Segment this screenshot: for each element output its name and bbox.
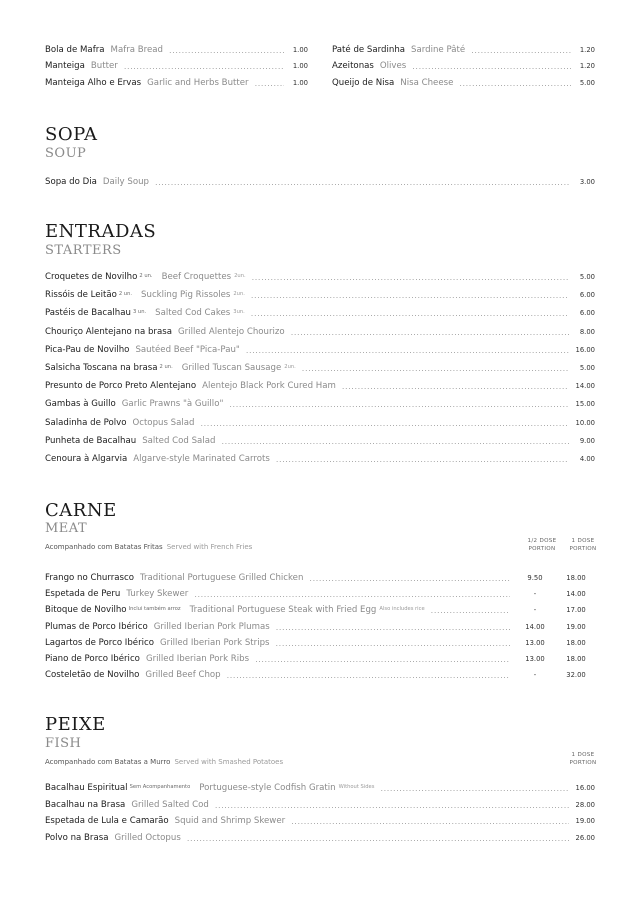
carne-full-portion-header — [563, 537, 603, 553]
menu-item — [45, 454, 595, 465]
item-name-pt: Costeletão de Novilho — [45, 670, 140, 681]
item-name-pt: Azeitonas — [332, 61, 374, 72]
item-name-en: Mafra Bread — [110, 45, 164, 55]
menu-item — [332, 78, 595, 89]
dot-leader — [471, 45, 571, 56]
menu-item — [45, 327, 595, 338]
item-price-full: 18.00 — [566, 655, 586, 663]
item-name-pt: Presunto de Porco Preto Alentejano — [45, 381, 197, 392]
item-name-en: Sautéed Beef "Pica-Pau" — [135, 344, 240, 355]
item-price-half: - — [533, 671, 537, 680]
item-name-pt: Polvo na Brasa — [45, 832, 109, 843]
dot-leader — [187, 833, 569, 844]
menu-item — [45, 308, 595, 319]
carne-full-header-l1: 1 DOSE — [571, 538, 595, 544]
item-name-en: Grilled Octopus — [114, 832, 181, 843]
item-note-en: 3un. — [233, 309, 245, 316]
menu-item — [45, 638, 598, 649]
dot-leader — [412, 61, 571, 72]
item-name-en: Portuguese-style Codfish Gratin — [199, 783, 336, 793]
dot-leader — [291, 327, 569, 338]
carne-half-portion-header — [522, 537, 562, 553]
peixe-header-l2: PORTION — [569, 760, 597, 766]
item-name-pt: Croquetes de Novilho — [45, 272, 138, 282]
peixe-note-en: Served with Smashed Potatoes — [174, 758, 284, 766]
item-name-pt: Bitoque de Novilho — [45, 605, 127, 616]
item-price-half: 13.00 — [525, 655, 545, 663]
item-name-pt: Lagartos de Porco Ibérico — [45, 637, 154, 648]
item-price: 8.00 — [579, 327, 595, 336]
menu-item — [45, 345, 595, 356]
item-name-en: Daily Soup — [102, 177, 149, 187]
menu-item — [45, 589, 598, 600]
item-name-en: Traditional Portuguese Steak with Fried Egg — [189, 605, 377, 616]
section-subtitle-soup: SOUP — [45, 146, 87, 161]
item-name-en: Grilled Iberian Pork Strips — [160, 637, 270, 648]
section-subtitle-fish: FISH — [45, 736, 82, 751]
item-price-half: - — [533, 590, 537, 599]
item-name-en: Octopus Salad — [132, 417, 195, 428]
item-note-en: 2un. — [234, 273, 246, 279]
item-price: 15.00 — [575, 400, 595, 409]
item-name-pt: Plumas de Porco Ibérico — [45, 621, 148, 632]
dot-leader — [276, 638, 510, 649]
item-price: 10.00 — [575, 418, 595, 427]
item-price: 1.00 — [292, 46, 308, 54]
dot-leader — [291, 816, 569, 827]
item-name-pt: Paté de Sardinha — [332, 45, 406, 55]
menu-item — [45, 272, 595, 283]
item-name-en: Sardine Pâté — [411, 45, 466, 55]
item-name-en: Suckling Pig Rissoles — [141, 290, 231, 301]
item-price-full: 18.00 — [566, 574, 586, 582]
item-name-pt: Piano de Porco Ibérico — [45, 654, 140, 664]
item-price: 5.00 — [579, 273, 595, 281]
menu-item — [45, 783, 595, 794]
menu-item — [45, 78, 308, 89]
menu-item — [45, 290, 595, 301]
item-name-pt: Pastéis de Bacalhau — [45, 308, 131, 319]
item-price: 5.00 — [579, 364, 595, 372]
item-name-en: Olives — [379, 61, 407, 72]
carne-note-en: Served with French Fries — [166, 543, 253, 551]
item-name-pt: Cenoura à Algarvia — [45, 454, 128, 464]
item-name-pt: Bola de Mafra — [45, 45, 105, 55]
item-price: 5.00 — [579, 78, 595, 87]
item-price: 28.00 — [575, 800, 595, 809]
item-price: 1.00 — [292, 62, 308, 71]
dot-leader — [342, 381, 569, 392]
dot-leader — [276, 622, 510, 633]
item-name-en: Grilled Iberian Pork Ribs — [145, 654, 250, 664]
dot-leader — [124, 61, 284, 72]
menu-item — [45, 45, 308, 56]
item-name-en: Garlic Prawns "à Guillo" — [121, 399, 224, 410]
item-name-en: Salted Cod Salad — [142, 435, 216, 446]
item-price-half: 9.50 — [527, 574, 543, 582]
menu-item — [45, 670, 598, 681]
item-name-en: Beef Croquettes — [161, 272, 232, 282]
item-name-pt: Rissóis de Leitão — [45, 290, 117, 301]
section-title-carne: CARNE — [45, 500, 117, 521]
dot-leader — [431, 605, 510, 616]
item-note-pt: 3 un. — [132, 309, 147, 316]
item-price-half: 14.00 — [525, 622, 545, 631]
item-note-pt: Sem Acompanhamento — [129, 784, 191, 790]
menu-item — [45, 654, 598, 665]
dot-leader — [194, 589, 510, 600]
item-name-pt: Punheta de Bacalhau — [45, 435, 137, 446]
menu-item — [45, 177, 595, 188]
item-price: 16.00 — [575, 345, 595, 354]
menu-item — [45, 605, 598, 616]
item-price: 6.00 — [579, 309, 595, 318]
item-name-en: Grilled Beef Chop — [145, 670, 221, 681]
dot-leader — [246, 345, 569, 356]
item-name-en: Grilled Iberian Pork Plumas — [153, 621, 270, 632]
dot-leader — [169, 45, 284, 56]
menu-item — [45, 363, 595, 374]
item-name-pt: Espetada de Peru — [45, 589, 121, 600]
section-title-entradas: ENTRADAS — [45, 221, 157, 242]
dot-leader — [215, 800, 569, 811]
item-name-en: Squid and Shrimp Skewer — [174, 816, 286, 826]
dot-leader — [309, 573, 510, 584]
item-price-full: 32.00 — [566, 671, 586, 680]
menu-item — [332, 45, 595, 56]
peixe-side-note — [45, 758, 283, 766]
dot-leader — [155, 177, 569, 188]
item-price: 6.00 — [579, 291, 595, 300]
item-price-full: 19.00 — [566, 622, 586, 631]
dot-leader — [227, 670, 510, 681]
item-name-pt: Pica-Pau de Novilho — [45, 344, 130, 355]
dot-leader — [302, 363, 569, 374]
section-subtitle-meat: MEAT — [45, 521, 88, 536]
dot-leader — [201, 418, 569, 429]
dot-leader — [380, 783, 569, 794]
item-price-half: - — [533, 606, 537, 615]
menu-item — [45, 573, 598, 584]
section-subtitle-starters: STARTERS — [45, 243, 122, 258]
dot-leader — [255, 654, 510, 665]
item-name-en: Algarve-style Marinated Carrots — [133, 454, 270, 464]
menu-item — [45, 61, 308, 72]
item-note-pt: 2 un. — [139, 273, 153, 279]
carne-half-header-l2: PORTION — [528, 546, 556, 552]
menu-item — [45, 418, 595, 429]
item-price-full: 18.00 — [566, 638, 586, 647]
item-name-pt: Sopa do Dia — [45, 177, 97, 187]
dot-leader — [251, 290, 569, 301]
dot-leader — [252, 272, 569, 283]
menu-item — [332, 61, 595, 72]
dot-leader — [255, 78, 284, 89]
menu-item — [45, 816, 595, 827]
item-price: 14.00 — [575, 382, 595, 391]
dot-leader — [251, 308, 569, 319]
item-name-pt: Manteiga — [45, 61, 85, 72]
item-name-en: Grilled Salted Cod — [131, 799, 209, 810]
item-name-en: Grilled Tuscan Sausage — [181, 363, 282, 373]
item-name-pt: Frango no Churrasco — [45, 573, 134, 583]
item-price: 4.00 — [579, 455, 595, 463]
item-name-en: Grilled Alentejo Chourizo — [177, 326, 285, 337]
item-price-full: 17.00 — [566, 606, 586, 615]
item-price: 1.20 — [579, 62, 595, 71]
item-note-pt: 2 un. — [159, 364, 173, 370]
dot-leader — [459, 78, 571, 89]
peixe-header-l1: 1 DOSE — [571, 752, 595, 758]
item-price: 1.00 — [292, 78, 308, 87]
item-price: 1.20 — [579, 46, 595, 54]
section-title-sopa: SOPA — [45, 124, 98, 145]
item-note-pt: Inclui também arroz — [128, 606, 181, 613]
item-name-pt: Manteiga Alho e Ervas — [45, 77, 142, 88]
item-name-en: Traditional Portuguese Grilled Chicken — [139, 573, 304, 583]
item-name-pt: Salsicha Toscana na brasa — [45, 363, 158, 373]
item-name-en: Nisa Cheese — [400, 77, 454, 88]
item-name-en: Turkey Skewer — [126, 589, 189, 600]
item-note-en: 2un. — [284, 364, 296, 370]
item-name-pt: Bacalhau Espiritual — [45, 783, 128, 793]
dot-leader — [221, 436, 569, 447]
item-note-en: 2un. — [233, 291, 245, 298]
menu-item — [45, 436, 595, 447]
item-price-full: 14.00 — [566, 590, 586, 599]
item-name-en: Salted Cod Cakes — [155, 308, 231, 319]
item-name-en: Butter — [90, 61, 118, 72]
item-name-pt: Gambas à Guillo — [45, 399, 116, 410]
item-note-pt: 2 un. — [118, 291, 133, 298]
carne-note-pt: Acompanhado com Batatas Fritas — [45, 543, 163, 551]
peixe-portion-header — [563, 751, 603, 767]
peixe-note-pt: Acompanhado com Batatas a Murro — [45, 758, 171, 766]
item-name-pt: Queijo de Nisa — [332, 77, 395, 88]
menu-item — [45, 833, 595, 844]
carne-half-header-l1: 1/2 DOSE — [527, 538, 557, 544]
item-note-en: Also includes rice — [379, 606, 425, 613]
item-name-pt: Chouriço Alentejano na brasa — [45, 326, 172, 337]
item-price: 19.00 — [575, 817, 595, 825]
item-price: 16.00 — [575, 784, 595, 792]
item-name-en: Garlic and Herbs Butter — [147, 77, 249, 88]
carne-side-note — [45, 543, 252, 551]
item-price: 3.00 — [579, 178, 595, 186]
item-name-pt: Espetada de Lula e Camarão — [45, 816, 169, 826]
item-price-half: 13.00 — [525, 638, 545, 647]
menu-item — [45, 800, 595, 811]
menu-item — [45, 381, 595, 392]
item-name-pt: Saladinha de Polvo — [45, 417, 127, 428]
dot-leader — [229, 399, 569, 410]
item-price: 9.00 — [579, 436, 595, 445]
item-name-pt: Bacalhau na Brasa — [45, 799, 126, 810]
section-title-peixe: PEIXE — [45, 714, 106, 735]
item-name-en: Alentejo Black Pork Cured Ham — [202, 381, 336, 392]
dot-leader — [276, 454, 569, 465]
carne-full-header-l2: PORTION — [569, 546, 597, 552]
item-note-en: Without Sides — [338, 784, 375, 790]
item-price: 26.00 — [575, 833, 595, 842]
menu-item — [45, 399, 595, 410]
menu-item — [45, 622, 598, 633]
